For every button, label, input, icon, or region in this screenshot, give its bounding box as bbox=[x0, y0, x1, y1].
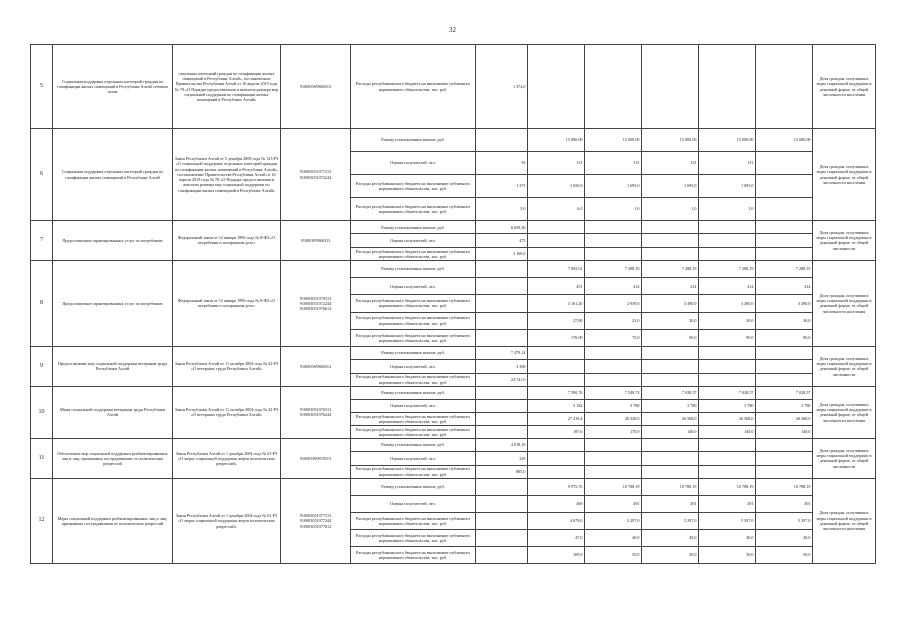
table-row bbox=[31, 478, 876, 495]
indicator-label: Размер установленных выплат, руб. bbox=[351, 478, 476, 495]
budget-code: 910003P0960313 bbox=[281, 221, 351, 261]
year-value: 40,0 bbox=[585, 529, 642, 546]
year-value: 1 650,0 bbox=[528, 175, 585, 198]
year-value: 491 bbox=[756, 495, 813, 512]
page-number: 32 bbox=[449, 26, 456, 34]
target-indicator: Доля граждан, получивших меры социальной поддержки в денежной форме, от общей численности bbox=[813, 221, 876, 261]
year-value: 131 bbox=[699, 152, 756, 175]
indicator-label: Оценка получателей, чел. bbox=[351, 452, 476, 465]
year-value: 90,0 bbox=[699, 329, 756, 346]
year-value bbox=[699, 373, 756, 386]
year-value: 491 bbox=[699, 495, 756, 512]
indicator-label: Оценка получателей, чел. bbox=[351, 495, 476, 512]
year-value bbox=[756, 234, 813, 247]
year-value bbox=[528, 360, 585, 373]
budget-code: 910003051070313 910003051072244 910003051076612 bbox=[281, 260, 351, 346]
measure-name: Социальная поддержка отдельных категорий граждан по газификации жилых помещений в Республике Алтай сетевым газом bbox=[53, 45, 173, 129]
base-value: 1 374,0 bbox=[476, 45, 528, 129]
year-value: 47,0 bbox=[528, 529, 585, 546]
year-value bbox=[528, 234, 585, 247]
year-value bbox=[585, 234, 642, 247]
year-value bbox=[642, 438, 699, 451]
year-value: 414 bbox=[699, 278, 756, 295]
year-value bbox=[756, 247, 813, 260]
measure-name: Предоставление гарантированных услуг по погребению bbox=[53, 221, 173, 261]
year-value: 3 182 bbox=[528, 399, 585, 412]
year-value: 15 000,00 bbox=[585, 129, 642, 152]
budget-code: 910003W0860313 bbox=[281, 45, 351, 129]
indicator-label: Размер установленных выплат, руб. bbox=[351, 221, 476, 234]
year-value: 50,0 bbox=[585, 546, 642, 563]
year-value: 469 bbox=[528, 495, 585, 512]
indicator-label: Расходы республиканского бюджета на выполнение публичного нормативного обязательства, тыс. руб. bbox=[351, 529, 476, 546]
indicator-label: Расходы республиканского бюджета на выполнение публичного нормативного обязательства, тыс. руб. bbox=[351, 465, 476, 478]
year-value: 15 000,00 bbox=[699, 129, 756, 152]
year-value: 10 788,19 bbox=[585, 478, 642, 495]
indicator-label: Расходы республиканского бюджета на выполнение публичного нормативного обязательства, тыс. руб. bbox=[351, 247, 476, 260]
year-value: 3 490,0 bbox=[642, 295, 699, 312]
year-value: 3 780 bbox=[699, 399, 756, 412]
year-value: 414 bbox=[585, 278, 642, 295]
legal-basis: отдельных категорий граждан по газификации жилых помещений в Республике Алтай», постановление Правительства Республики Алтай от 16 апреля 2019 года № 78 «О Порядке предоставления и выплаты размера мер социальной поддержки по газификации жилых помещений в Республике Алтай» bbox=[173, 45, 281, 129]
year-value: 90,0 bbox=[642, 329, 699, 346]
year-value: 6,0 bbox=[528, 198, 585, 221]
table-row bbox=[31, 221, 876, 234]
year-value: 10 788,19 bbox=[756, 478, 813, 495]
year-value: 15 000,00 bbox=[528, 129, 585, 152]
year-value: 414 bbox=[756, 278, 813, 295]
table-row bbox=[31, 129, 876, 152]
year-value bbox=[756, 360, 813, 373]
base-value bbox=[476, 329, 528, 346]
year-value: 26 568,0 bbox=[699, 412, 756, 425]
year-value bbox=[642, 221, 699, 234]
year-value: 30,0 bbox=[756, 312, 813, 329]
year-value: 7 288,19 bbox=[756, 260, 813, 277]
legal-basis: Закон Республики Алтай от 11 октября 2004 года № 42-РЗ «О ветеранах труда Республики Алтай» bbox=[173, 386, 281, 438]
indicator-label: Размер установленных выплат, руб. bbox=[351, 386, 476, 399]
year-value: 50,0 bbox=[756, 546, 813, 563]
year-value bbox=[528, 221, 585, 234]
year-value: 170,0 bbox=[585, 425, 642, 438]
year-value bbox=[699, 438, 756, 451]
year-value bbox=[585, 360, 642, 373]
indicator-label: Расходы республиканского бюджета на выполнение публичного нормативного обязательства, тыс. руб. bbox=[351, 175, 476, 198]
year-value: 50,0 bbox=[642, 546, 699, 563]
row-number: 5 bbox=[31, 45, 53, 129]
year-value: 7 288,19 bbox=[642, 260, 699, 277]
base-value bbox=[476, 425, 528, 438]
target-indicator: Доля граждан, получивших меры социальной поддержки в денежной форме, от общей численности населения bbox=[813, 478, 876, 563]
year-value bbox=[585, 221, 642, 234]
year-value: 25,0 bbox=[585, 312, 642, 329]
year-value: 3 161,20 bbox=[528, 295, 585, 312]
year-value: 7 028,57 bbox=[756, 386, 813, 399]
year-value: 1 695,0 bbox=[585, 175, 642, 198]
target-indicator: Доля граждан, получивших меры социальной поддержки в денежной форме, от общей численности bbox=[813, 438, 876, 478]
year-value bbox=[585, 373, 642, 386]
year-value bbox=[756, 198, 813, 221]
measure-name: Предоставление мер социальной поддержки ветеранам труда Республики Алтай bbox=[53, 346, 173, 386]
year-value bbox=[585, 247, 642, 260]
base-value bbox=[476, 412, 528, 425]
year-value: 131 bbox=[585, 152, 642, 175]
budget-code: 910003051077313 910003051077244 910003051077612 bbox=[281, 478, 351, 563]
year-value: 5 297,0 bbox=[642, 512, 699, 529]
year-value bbox=[528, 346, 585, 359]
year-value: 26 568,0 bbox=[756, 412, 813, 425]
target-indicator: Доля граждан, получивших меры социальной поддержки в денежной форме, от общей численности населения bbox=[813, 129, 876, 221]
year-value: 131 bbox=[528, 152, 585, 175]
year-value bbox=[699, 234, 756, 247]
indicator-label: Расходы республиканского бюджета на выполнение публичного нормативного обязательства, тыс. руб. bbox=[351, 412, 476, 425]
year-value: 7 288,19 bbox=[585, 260, 642, 277]
row-number: 10 bbox=[31, 386, 53, 438]
year-value bbox=[699, 45, 756, 129]
base-value: 475 bbox=[476, 234, 528, 247]
base-value bbox=[476, 386, 528, 399]
row-number: 8 bbox=[31, 260, 53, 346]
measures-table bbox=[30, 44, 876, 564]
year-value: 90,0 bbox=[756, 329, 813, 346]
year-value bbox=[528, 465, 585, 478]
year-value: 3 780 bbox=[585, 399, 642, 412]
indicator-label: Размер установленных выплат, руб. bbox=[351, 129, 476, 152]
base-value bbox=[476, 546, 528, 563]
year-value bbox=[642, 465, 699, 478]
year-value bbox=[528, 438, 585, 451]
year-value: 30,0 bbox=[642, 312, 699, 329]
year-value: 7 028,57 bbox=[642, 386, 699, 399]
year-value: 9 975,55 bbox=[528, 478, 585, 495]
year-value bbox=[642, 360, 699, 373]
year-value: 15 000,00 bbox=[642, 129, 699, 152]
year-value: 26 528,0 bbox=[585, 412, 642, 425]
year-value: 5 297,0 bbox=[699, 512, 756, 529]
year-value bbox=[585, 346, 642, 359]
year-value: 140,0 bbox=[699, 425, 756, 438]
indicator-label: Расходы республиканского бюджета на выполнение публичного нормативного обязательства, тыс. руб. bbox=[351, 295, 476, 312]
year-value bbox=[699, 346, 756, 359]
base-value: 3 160,0 bbox=[476, 247, 528, 260]
year-value: 7 590,76 bbox=[528, 386, 585, 399]
year-value: 26 568,0 bbox=[642, 412, 699, 425]
row-number: 12 bbox=[31, 478, 53, 563]
year-value: 4 679,0 bbox=[528, 512, 585, 529]
year-value: 491 bbox=[585, 495, 642, 512]
year-value bbox=[585, 438, 642, 451]
base-value: 3 308 bbox=[476, 360, 528, 373]
year-value bbox=[756, 346, 813, 359]
indicator-label: Расходы республиканского бюджета на выполнение публичного нормативного обязательства, тыс. руб. bbox=[351, 512, 476, 529]
year-value bbox=[756, 175, 813, 198]
base-value: 6 659,50 bbox=[476, 221, 528, 234]
year-value: 30,0 bbox=[699, 312, 756, 329]
year-value: 3 780 bbox=[642, 399, 699, 412]
row-number: 6 bbox=[31, 129, 53, 221]
year-value: 7 549,74 bbox=[585, 386, 642, 399]
year-value: 2 959,0 bbox=[585, 295, 642, 312]
legal-basis: Федеральный закон от 12 января 1996 года № 8-ФЗ «О погребении и похоронном деле» bbox=[173, 221, 281, 261]
year-value: 1,0 bbox=[585, 198, 642, 221]
indicator-label: Размер установленных выплат, руб. bbox=[351, 346, 476, 359]
year-value bbox=[585, 465, 642, 478]
base-value: 4 018,10 bbox=[476, 438, 528, 451]
year-value: 451 bbox=[528, 278, 585, 295]
year-value bbox=[642, 373, 699, 386]
indicator-label: Оценка получателей, чел. bbox=[351, 278, 476, 295]
legal-basis: Закон Республики Алтай от 5 декабря 2008 года № 123-РЗ «О социальной поддержке отдельных категорий граждан по газификации жилых помещений в Республике Алтай», постановление Правительства Республики Алтай от 16 апреля 2019 года № 78 «О Порядке предоставления и выплаты размера мер социальной поддержки по газификации жилых помещений в Республике Алтай» bbox=[173, 129, 281, 221]
year-value bbox=[642, 247, 699, 260]
indicator-label: Оценка получателей, чел. bbox=[351, 152, 476, 175]
year-value bbox=[699, 452, 756, 465]
row-number: 11 bbox=[31, 438, 53, 478]
budget-code: 910003W0870313 bbox=[281, 438, 351, 478]
year-value bbox=[585, 45, 642, 129]
indicator-label: Расходы республиканского бюджета на выполнение публичного нормативного обязательства, тыс. руб. bbox=[351, 373, 476, 386]
budget-code: 910003051076313 910003051076244 bbox=[281, 386, 351, 438]
year-value bbox=[642, 452, 699, 465]
year-value: 40,0 bbox=[756, 529, 813, 546]
year-value: 140,0 bbox=[756, 425, 813, 438]
indicator-label: Размер установленных выплат, руб. bbox=[351, 260, 476, 277]
indicator-label: Оценка получателей, чел. bbox=[351, 399, 476, 412]
year-value bbox=[699, 465, 756, 478]
year-value: 140,0 bbox=[642, 425, 699, 438]
year-value: 1 695,0 bbox=[699, 175, 756, 198]
measure-name: Меры социальной поддержки реабилитированных лиц и лиц, признанных пострадавшими от политических репрессий bbox=[53, 478, 173, 563]
base-value: 92 bbox=[476, 152, 528, 175]
year-value: 491 bbox=[642, 495, 699, 512]
budget-code: 910003051071313 910003051072244 bbox=[281, 129, 351, 221]
indicator-label: Оценка получателей, чел. bbox=[351, 360, 476, 373]
year-value bbox=[699, 221, 756, 234]
year-value: 3 490,0 bbox=[699, 295, 756, 312]
year-value: 5 297,0 bbox=[585, 512, 642, 529]
base-value: 24 741,0 bbox=[476, 373, 528, 386]
year-value: 131 bbox=[642, 152, 699, 175]
year-value bbox=[642, 234, 699, 247]
year-value bbox=[756, 221, 813, 234]
year-value bbox=[756, 152, 813, 175]
target-indicator: Доля граждан, получивших меры социальной поддержки в денежной форме, от общей численности населения bbox=[813, 386, 876, 438]
year-value bbox=[642, 45, 699, 129]
base-value bbox=[476, 399, 528, 412]
year-value bbox=[642, 346, 699, 359]
year-value: 10 788,19 bbox=[642, 478, 699, 495]
base-value bbox=[476, 312, 528, 329]
year-value bbox=[756, 452, 813, 465]
base-value bbox=[476, 278, 528, 295]
year-value: 5 297,0 bbox=[756, 512, 813, 529]
year-value: 1 695,0 bbox=[642, 175, 699, 198]
target-indicator: Доля граждан, получивших меры социальной поддержки в денежной форме, от общей численности населения bbox=[813, 260, 876, 346]
table-row bbox=[31, 260, 876, 277]
year-value: 109,0 bbox=[528, 546, 585, 563]
legal-basis: Федеральный закон от 12 января 1996 года № 8-ФЗ «О погребении и похоронном деле» bbox=[173, 260, 281, 346]
year-value bbox=[528, 373, 585, 386]
year-value: 7 288,19 bbox=[699, 260, 756, 277]
budget-code: 910003W0860314 bbox=[281, 346, 351, 386]
year-value bbox=[756, 465, 813, 478]
year-value: 3 780 bbox=[756, 399, 813, 412]
year-value bbox=[756, 45, 813, 129]
base-value bbox=[476, 478, 528, 495]
base-value bbox=[476, 260, 528, 277]
base-value bbox=[476, 129, 528, 152]
table-row bbox=[31, 386, 876, 399]
row-number: 9 bbox=[31, 346, 53, 386]
base-value: 229 bbox=[476, 452, 528, 465]
table-row bbox=[31, 346, 876, 359]
year-value bbox=[528, 45, 585, 129]
year-value bbox=[585, 452, 642, 465]
indicator-label: Расходы республиканского бюджета на выполнение публичного нормативного обязательства, тыс. руб. bbox=[351, 329, 476, 346]
indicator-label: Расходы республиканского бюджета на выполнение публичного нормативного обязательства, тыс. руб. bbox=[351, 546, 476, 563]
base-value bbox=[476, 512, 528, 529]
year-value: 75,0 bbox=[585, 329, 642, 346]
year-value: 187,6 bbox=[528, 425, 585, 438]
year-value: 15 000,00 bbox=[756, 129, 813, 152]
indicator-label: Расходы республиканского бюджета на выполнение публичного нормативного обязательства, тыс. руб. bbox=[351, 198, 476, 221]
indicator-label: Оценка получателей, чел. bbox=[351, 234, 476, 247]
year-value bbox=[699, 247, 756, 260]
table-row bbox=[31, 45, 876, 129]
year-value: 1,0 bbox=[699, 198, 756, 221]
indicator-label: Расходы республиканского бюджета на выполнение публичного нормативного обязательства, тыс. руб. bbox=[351, 45, 476, 129]
legal-basis: Закон Республики Алтай от 1 декабря 2004 года № 61-РЗ «О мерах социальной поддержки жертв политических репрессий» bbox=[173, 478, 281, 563]
base-value bbox=[476, 295, 528, 312]
base-value: 7 479,14 bbox=[476, 346, 528, 359]
measure-name: Обеспечение мер социальной поддержки реабилитированных лиц и лиц, признанных пострадавшими от политических репрессий bbox=[53, 438, 173, 478]
year-value: 7 028,57 bbox=[699, 386, 756, 399]
indicator-label: Расходы республиканского бюджета на выполнение публичного нормативного обязательства, тыс. руб. bbox=[351, 312, 476, 329]
base-value bbox=[476, 529, 528, 546]
row-number: 7 bbox=[31, 221, 53, 261]
year-value bbox=[528, 247, 585, 260]
table-body bbox=[31, 45, 876, 564]
year-value bbox=[756, 373, 813, 386]
table-row bbox=[31, 438, 876, 451]
year-value: 1,0 bbox=[642, 198, 699, 221]
year-value: 10 788,19 bbox=[699, 478, 756, 495]
year-value bbox=[699, 360, 756, 373]
indicator-label: Размер установленных выплат, руб. bbox=[351, 438, 476, 451]
target-indicator: Доля граждан, получивших меры социальной поддержки в денежной форме, от общей численности населения bbox=[813, 45, 876, 129]
year-value bbox=[528, 452, 585, 465]
year-value: 3 490,0 bbox=[756, 295, 813, 312]
legal-basis: Закон Республики Алтай от 11 октября 2004 года № 42-РЗ «О ветеранах труда Республики Алтай» bbox=[173, 346, 281, 386]
measure-name: Меры социальной поддержки ветеранам труда Республики Алтай bbox=[53, 386, 173, 438]
target-indicator: Доля граждан, получивших меры социальной поддержки в денежной форме, от общей численности bbox=[813, 346, 876, 386]
year-value: 40,0 bbox=[642, 529, 699, 546]
base-value bbox=[476, 495, 528, 512]
year-value bbox=[756, 438, 813, 451]
year-value: 27 219,4 bbox=[528, 412, 585, 425]
year-value: 40,0 bbox=[699, 529, 756, 546]
base-value: 1 375 bbox=[476, 175, 528, 198]
indicator-label: Расходы республиканского бюджета на выполнение публичного нормативного обязательства, тыс. руб. bbox=[351, 425, 476, 438]
measure-name: Социальная поддержка отдельных категорий граждан по газификации жилых помещений в Республике Алтай bbox=[53, 129, 173, 221]
year-value: 170,00 bbox=[528, 329, 585, 346]
base-value: 5,0 bbox=[476, 198, 528, 221]
base-value: 885,0 bbox=[476, 465, 528, 478]
year-value: 27,80 bbox=[528, 312, 585, 329]
year-value: 7 002,02 bbox=[528, 260, 585, 277]
legal-basis: Закон Республики Алтай от 1 декабря 2004 года № 61-РЗ «О мерах социальной поддержки жертв политических репрессий» bbox=[173, 438, 281, 478]
year-value: 414 bbox=[642, 278, 699, 295]
measure-name: Предоставление гарантированных услуг по погребению bbox=[53, 260, 173, 346]
year-value: 50,0 bbox=[699, 546, 756, 563]
